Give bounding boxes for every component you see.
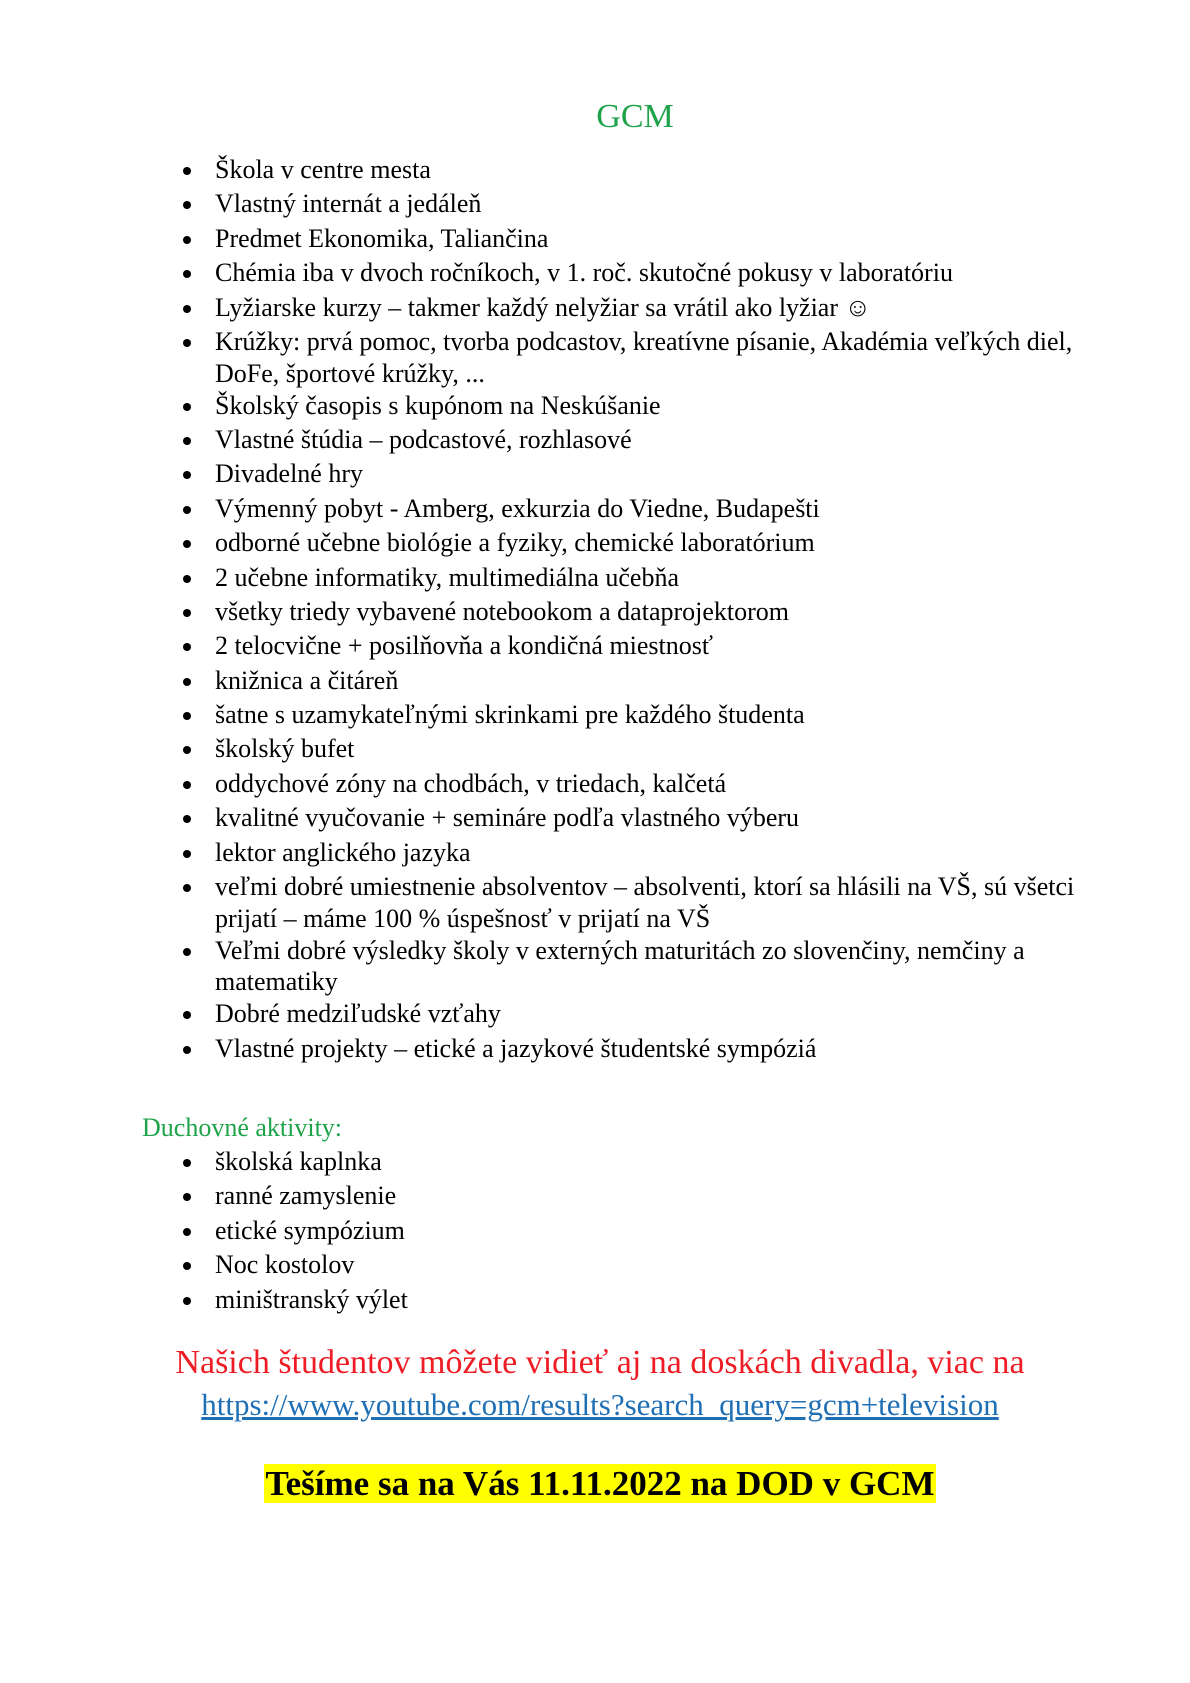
spiritual-activity-item-text: ranné zamyslenie [215,1181,397,1211]
spiritual-activity-item-text: miništranský výlet [215,1284,408,1314]
feature-item-text: Vlastné štúdia – podcastové, rozhlasové [215,424,632,454]
feature-item [183,837,1083,871]
bullet-icon [183,1046,191,1054]
feature-item-text: Vlastné projekty – etické a jazykové študentské sympóziá [215,1033,817,1063]
feature-item [183,699,1083,733]
feature-item-text: oddychové zóny na chodbách, v triedach, kalčetá [215,768,727,798]
feature-item [183,802,1083,836]
bullet-icon [183,471,191,479]
spiritual-activities-heading: Duchovné aktivity: [142,1113,343,1142]
feature-item-text: školský bufet [215,734,355,764]
feature-item [183,871,1083,935]
feature-item [183,768,1083,802]
feature-item [183,458,1083,492]
feature-item-text: Výmenný pobyt - Amberg, exkurzia do Viedne, Budapešti [215,493,820,523]
bullet-icon [183,1193,191,1201]
feature-item-text: 2 učebne informatiky, multimediálna učebňa [215,562,679,592]
bullet-icon [183,884,191,892]
feature-item [183,562,1083,596]
feature-item-text: Lyžiarske kurzy – takmer každý nelyžiar sa vrátil ako lyžiar ☺ [215,292,872,322]
feature-item-text: Vlastný internát a jedáleň [215,189,482,219]
feature-item-text: Škola v centre mesta [215,155,431,184]
bullet-icon [183,746,191,754]
spiritual-activity-item-text: etické sympózium [215,1215,405,1245]
feature-item-text: veľmi dobré umiestnenie absolventov – absolventi, ktorí sa hlásili na VŠ, sú všetci prijatí – máme 100 % úspešnosť v prijatí na VŠ [215,872,1075,933]
feature-item-text: všetky triedy vybavené notebookom a dataprojektorom [215,596,790,626]
spiritual-activity-item-text: Noc kostolov [215,1250,355,1280]
feature-item [183,154,1083,188]
feature-item [183,326,1083,390]
theater-promo-text: Našich študentov môžete vidieť aj na doskách divadla, viac na [175,1344,1025,1381]
youtube-link-line [0,1386,1190,1424]
bullet-icon [183,575,191,583]
spiritual-activity-item [183,1249,1083,1283]
open-day-invitation-text: Tešíme sa na Vás 11.11.2022 na DOD v GCM [265,1464,935,1503]
bullet-icon [183,712,191,720]
feature-item [183,998,1083,1032]
spiritual-activity-item [183,1146,1083,1180]
feature-item [183,665,1083,699]
bullet-icon [183,339,191,347]
bullet-icon [183,506,191,514]
bullet-icon [183,201,191,209]
feature-item [183,596,1083,630]
bullet-icon [183,1228,191,1236]
feature-item [183,733,1083,767]
feature-item-text: Veľmi dobré výsledky školy v externých maturitách zo slovenčiny, nemčiny a matematiky [215,935,1025,997]
bullet-icon [183,781,191,789]
feature-item-text: kvalitné vyučovanie + semináre podľa vlastného výberu [215,803,800,833]
bullet-icon [183,1262,191,1270]
feature-item-text: Krúžky: prvá pomoc, tvorba podcastov, kreatívne písanie, Akadémia veľkých diel, DoFe, športové krúžky, ... [215,326,1073,388]
feature-item-text: Divadelné hry [215,459,364,489]
page-title: GCM [596,98,674,135]
bullet-icon [183,609,191,617]
bullet-icon [183,1159,191,1167]
feature-item [183,493,1083,527]
bullet-icon [183,167,191,175]
bullet-icon [183,403,191,411]
feature-item-text: lektor anglického jazyka [215,837,471,867]
feature-item [183,527,1083,561]
spiritual-activity-item [183,1284,1083,1318]
feature-item [183,424,1083,458]
bullet-icon [183,815,191,823]
bullet-icon [183,1011,191,1019]
bullet-icon [183,1297,191,1305]
spiritual-activities-list [183,1146,1083,1318]
bullet-icon [183,678,191,686]
youtube-link[interactable]: https://www.youtube.com/results?search_query=gcm+television [201,1387,999,1422]
features-list [183,154,1083,1067]
feature-item-text: Predmet Ekonomika, Taliančina [215,223,549,253]
feature-item [183,223,1083,257]
open-day-invitation [0,1462,1190,1506]
spiritual-activity-item-text: školská kaplnka [215,1147,382,1176]
feature-item [183,188,1083,222]
feature-item-text: Dobré medziľudské vzťahy [215,999,501,1029]
spiritual-activity-item [183,1215,1083,1249]
feature-item-text: Školský časopis s kupónom na Neskúšanie [215,390,661,420]
feature-item [183,935,1083,999]
feature-item [183,630,1083,664]
bullet-icon [183,305,191,313]
bullet-icon [183,948,191,956]
feature-item-text: 2 telocvične + posilňovňa a kondičná miestnosť [215,631,713,661]
spiritual-activity-item [183,1180,1083,1214]
bullet-icon [183,643,191,651]
feature-item-text: Chémia iba v dvoch ročníkoch, v 1. roč. skutočné pokusy v laboratóriu [215,258,953,288]
feature-item [183,292,1083,326]
bullet-icon [183,236,191,244]
feature-item [183,257,1083,291]
feature-item-text: šatne s uzamykateľnými skrinkami pre každého študenta [215,700,805,730]
bullet-icon [183,437,191,445]
feature-item [183,390,1083,424]
feature-item-text: odborné učebne biológie a fyziky, chemické laboratórium [215,528,815,558]
bullet-icon [183,850,191,858]
feature-item-text: knižnica a čitáreň [215,665,399,695]
bullet-icon [183,270,191,278]
feature-item [183,1033,1083,1067]
bullet-icon [183,540,191,548]
